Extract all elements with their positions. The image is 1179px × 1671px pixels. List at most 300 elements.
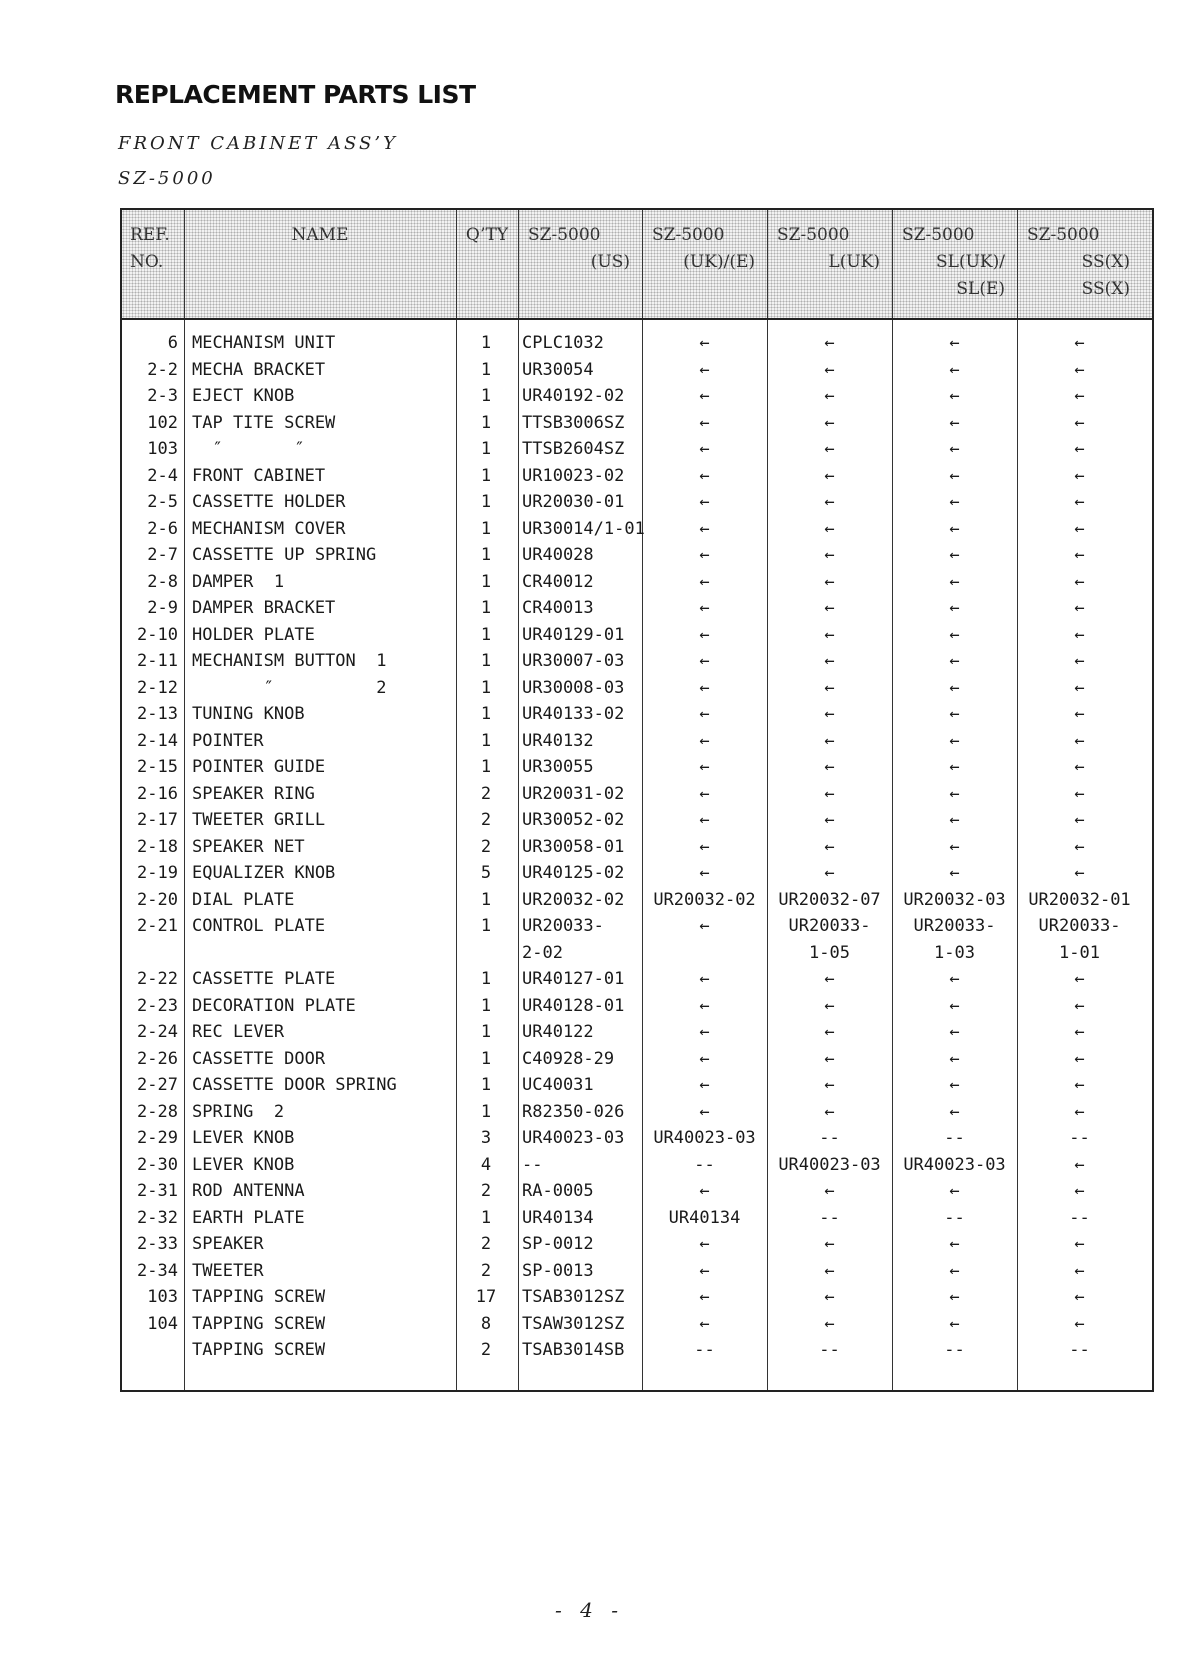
ref-no-cell: 2-33 bbox=[137, 1234, 178, 1254]
name-cell: ″ 2 bbox=[192, 677, 387, 698]
part-sl-cell: ← bbox=[949, 1313, 960, 1334]
part-us-cell: UR20031-02 bbox=[522, 783, 625, 804]
part-l-uk-cell: -- bbox=[819, 1207, 840, 1228]
part-uk-e-cell: ← bbox=[699, 1075, 710, 1095]
name-cell: MECHANISM UNIT bbox=[192, 333, 336, 353]
part-sl-cell: ← bbox=[949, 836, 960, 857]
part-uk-e-cell: ← bbox=[699, 836, 710, 857]
part-sl-cell: ← bbox=[949, 439, 960, 459]
part-l-uk-cell: ← bbox=[824, 1048, 835, 1069]
part-sl-cell: ← bbox=[949, 783, 960, 804]
part-sl-cell: ← bbox=[949, 518, 960, 539]
ref-no-cell: 2-12 bbox=[137, 677, 178, 698]
part-ss-cell: ← bbox=[1074, 677, 1085, 698]
table-row bbox=[122, 993, 1152, 1020]
part-uk-e-cell: -- bbox=[694, 1154, 715, 1175]
table-row bbox=[122, 701, 1152, 728]
part-ss-cell: ← bbox=[1074, 439, 1085, 459]
table-row bbox=[122, 357, 1152, 384]
part-uk-e-cell: ← bbox=[699, 359, 710, 380]
part-us-cell: UR40125-02 bbox=[522, 863, 625, 883]
part-l-uk-cell: ← bbox=[824, 1075, 835, 1095]
qty-cell: 1 bbox=[480, 889, 492, 910]
header-model-uk-e: SZ-5000 (UK)/(E) bbox=[652, 225, 755, 272]
part-l-uk-cell: UR40023-03 bbox=[778, 1154, 881, 1175]
part-uk-e-cell bbox=[642, 940, 767, 967]
qty-cell: 1 bbox=[480, 439, 492, 459]
part-us-cell: SP-0013 bbox=[522, 1260, 594, 1281]
part-us-cell: -- bbox=[522, 1154, 543, 1175]
ref-no-cell: 2-2 bbox=[147, 359, 178, 380]
part-us-cell: SP-0012 bbox=[522, 1234, 594, 1254]
name-cell: CASSETTE DOOR SPRING bbox=[192, 1075, 397, 1095]
part-uk-e-cell: ← bbox=[699, 439, 710, 459]
part-ss-cell: ← bbox=[1074, 1075, 1085, 1095]
table-row bbox=[122, 754, 1152, 781]
ref-no-cell: 2-17 bbox=[137, 810, 178, 830]
part-ss-cell: ← bbox=[1074, 465, 1085, 486]
part-ss-cell: ← bbox=[1074, 492, 1085, 512]
ref-no-cell: 103 bbox=[147, 439, 178, 459]
qty-cell: 1 bbox=[480, 969, 492, 989]
header-divider bbox=[122, 318, 1152, 320]
qty-cell: 1 bbox=[480, 518, 492, 539]
ref-no-cell: 2-34 bbox=[137, 1260, 178, 1281]
table-row bbox=[122, 1099, 1152, 1126]
name-cell: HOLDER PLATE bbox=[192, 624, 315, 645]
part-l-uk-cell: ← bbox=[824, 545, 835, 565]
part-ss-cell: ← bbox=[1074, 995, 1085, 1016]
part-uk-e-cell: -- bbox=[694, 1340, 715, 1360]
name-cell: SPRING 2 bbox=[192, 1101, 285, 1122]
table-row bbox=[122, 834, 1152, 861]
part-l-uk-cell: ← bbox=[824, 359, 835, 380]
part-ss-cell: ← bbox=[1074, 730, 1085, 751]
table-row bbox=[122, 1337, 1152, 1364]
name-cell: CONTROL PLATE bbox=[192, 916, 326, 936]
ref-no-cell: 2-29 bbox=[137, 1128, 178, 1148]
part-us-cell: CR40013 bbox=[522, 598, 594, 618]
part-us-cell: TSAB3012SZ bbox=[522, 1287, 625, 1307]
part-us-cell: TTSB3006SZ bbox=[522, 412, 625, 433]
ref-no-cell: 2-7 bbox=[147, 545, 178, 565]
part-l-uk-cell: ← bbox=[824, 810, 835, 830]
part-us-cell: UR30052-02 bbox=[522, 810, 625, 830]
part-l-uk-cell: ← bbox=[824, 969, 835, 989]
part-l-uk-cell: ← bbox=[824, 1234, 835, 1254]
part-l-uk-cell: ← bbox=[824, 783, 835, 804]
name-cell: TWEETER bbox=[192, 1260, 264, 1281]
header-model-sl: SZ-5000 SL(UK)/ SL(E) bbox=[902, 225, 1005, 299]
qty-cell: 1 bbox=[480, 1075, 492, 1095]
part-ss-cell: UR20032-01 bbox=[1028, 889, 1131, 910]
ref-no-cell: 2-13 bbox=[137, 704, 178, 724]
part-sl-cell: -- bbox=[944, 1207, 965, 1228]
table-row bbox=[122, 516, 1152, 543]
part-l-uk-cell: ← bbox=[824, 1287, 835, 1307]
header-model-ss: SZ-5000 SS(X) SS(X) bbox=[1027, 225, 1130, 299]
part-uk-e-cell: ← bbox=[699, 1260, 710, 1281]
name-cell: REC LEVER bbox=[192, 1022, 285, 1042]
part-ss-cell: ← bbox=[1074, 651, 1085, 671]
part-sl-cell: ← bbox=[949, 651, 960, 671]
part-sl-cell: ← bbox=[949, 386, 960, 406]
ref-no-cell: 2-20 bbox=[137, 889, 178, 910]
ref-no-cell: 2-11 bbox=[137, 651, 178, 671]
qty-cell: 17 bbox=[475, 1287, 497, 1307]
part-l-uk-cell: 1-05 bbox=[809, 942, 850, 963]
ref-no-cell: 2-31 bbox=[137, 1181, 178, 1201]
table-row bbox=[122, 966, 1152, 993]
table-row bbox=[122, 542, 1152, 569]
table-row bbox=[122, 489, 1152, 516]
part-uk-e-cell: ← bbox=[699, 386, 710, 406]
part-sl-cell: ← bbox=[949, 677, 960, 698]
part-sl-cell: ← bbox=[949, 969, 960, 989]
qty-cell: 1 bbox=[480, 333, 492, 353]
name-cell: SPEAKER NET bbox=[192, 836, 305, 857]
header-ref-no: REF. NO. bbox=[130, 225, 170, 272]
qty-cell: 1 bbox=[480, 386, 492, 406]
name-cell bbox=[192, 940, 454, 967]
assembly-subtitle: FRONT CABINET ASS’Y bbox=[118, 133, 398, 154]
name-cell: EQUALIZER KNOB bbox=[192, 863, 336, 883]
table-row bbox=[122, 463, 1152, 490]
ref-no-cell: 2-30 bbox=[137, 1154, 178, 1175]
model-subtitle: SZ-5000 bbox=[118, 168, 216, 189]
part-uk-e-cell: ← bbox=[699, 651, 710, 671]
part-sl-cell: ← bbox=[949, 465, 960, 486]
part-uk-e-cell: ← bbox=[699, 571, 710, 592]
part-sl-cell: ← bbox=[949, 412, 960, 433]
part-us-cell: UR40129-01 bbox=[522, 624, 625, 645]
part-us-cell: TSAW3012SZ bbox=[522, 1313, 625, 1334]
part-ss-cell: ← bbox=[1074, 359, 1085, 380]
name-cell: ″ ″ bbox=[192, 439, 305, 459]
part-l-uk-cell: ← bbox=[824, 651, 835, 671]
table-row bbox=[122, 1019, 1152, 1046]
qty-cell: 2 bbox=[480, 836, 492, 857]
part-l-uk-cell: ← bbox=[824, 704, 835, 724]
part-uk-e-cell: ← bbox=[699, 783, 710, 804]
part-l-uk-cell: UR20033- bbox=[788, 916, 871, 936]
part-sl-cell: ← bbox=[949, 730, 960, 751]
part-l-uk-cell: ← bbox=[824, 1313, 835, 1334]
part-us-cell: UR40132 bbox=[522, 730, 594, 751]
part-uk-e-cell: ← bbox=[699, 1234, 710, 1254]
name-cell: SPEAKER bbox=[192, 1234, 264, 1254]
part-l-uk-cell: -- bbox=[819, 1340, 840, 1360]
qty-cell: 1 bbox=[480, 598, 492, 618]
ref-no-cell: 2-28 bbox=[137, 1101, 178, 1122]
part-us-cell: CR40012 bbox=[522, 571, 594, 592]
part-uk-e-cell: ← bbox=[699, 757, 710, 777]
part-l-uk-cell: ← bbox=[824, 677, 835, 698]
ref-no-cell: 2-5 bbox=[147, 492, 178, 512]
table-row bbox=[122, 860, 1152, 887]
part-ss-cell: ← bbox=[1074, 598, 1085, 618]
part-us-cell: UR30054 bbox=[522, 359, 594, 380]
ref-no-cell: 2-21 bbox=[137, 916, 178, 936]
part-ss-cell: ← bbox=[1074, 1048, 1085, 1069]
part-uk-e-cell: ← bbox=[699, 1313, 710, 1334]
part-sl-cell: ← bbox=[949, 863, 960, 883]
name-cell: TAP TITE SCREW bbox=[192, 412, 336, 433]
part-uk-e-cell: ← bbox=[699, 465, 710, 486]
part-ss-cell: ← bbox=[1074, 333, 1085, 353]
part-uk-e-cell: ← bbox=[699, 333, 710, 353]
parts-table bbox=[120, 208, 1154, 1392]
name-cell: CASSETTE DOOR bbox=[192, 1048, 326, 1069]
table-row bbox=[122, 940, 1152, 967]
name-cell: TWEETER GRILL bbox=[192, 810, 326, 830]
part-ss-cell: ← bbox=[1074, 836, 1085, 857]
name-cell: FRONT CABINET bbox=[192, 465, 326, 486]
part-us-cell: UR30007-03 bbox=[522, 651, 625, 671]
table-row bbox=[122, 648, 1152, 675]
qty-cell: 2 bbox=[480, 1340, 492, 1360]
part-us-cell: UR10023-02 bbox=[522, 465, 625, 486]
name-cell: ROD ANTENNA bbox=[192, 1181, 305, 1201]
part-ss-cell: ← bbox=[1074, 386, 1085, 406]
part-sl-cell: ← bbox=[949, 810, 960, 830]
ref-no-cell: 102 bbox=[147, 412, 178, 433]
part-us-cell: UR40192-02 bbox=[522, 386, 625, 406]
part-us-cell: UC40031 bbox=[522, 1075, 594, 1095]
part-us-cell: UR20032-02 bbox=[522, 889, 625, 910]
table-row bbox=[122, 781, 1152, 808]
part-l-uk-cell: ← bbox=[824, 571, 835, 592]
ref-no-cell: 2-32 bbox=[137, 1207, 178, 1228]
name-cell: TAPPING SCREW bbox=[192, 1287, 326, 1307]
part-ss-cell: ← bbox=[1074, 704, 1085, 724]
part-ss-cell: ← bbox=[1074, 624, 1085, 645]
part-ss-cell: ← bbox=[1074, 1260, 1085, 1281]
part-uk-e-cell: ← bbox=[699, 598, 710, 618]
part-ss-cell: ← bbox=[1074, 1101, 1085, 1122]
part-l-uk-cell: ← bbox=[824, 730, 835, 751]
qty-cell: 1 bbox=[480, 624, 492, 645]
ref-no-cell: 2-3 bbox=[147, 386, 178, 406]
part-us-cell: UR30008-03 bbox=[522, 677, 625, 698]
part-uk-e-cell: ← bbox=[699, 810, 710, 830]
qty-cell: 1 bbox=[480, 412, 492, 433]
part-uk-e-cell: ← bbox=[699, 1101, 710, 1122]
table-row bbox=[122, 728, 1152, 755]
part-us-cell: UR40133-02 bbox=[522, 704, 625, 724]
part-us-cell: RA-0005 bbox=[522, 1181, 594, 1201]
part-us-cell: C40928-29 bbox=[522, 1048, 615, 1069]
ref-no-cell: 2-10 bbox=[137, 624, 178, 645]
table-row bbox=[122, 1231, 1152, 1258]
part-l-uk-cell: ← bbox=[824, 412, 835, 433]
part-us-cell: 2-02 bbox=[522, 942, 563, 963]
ref-no-cell: 2-18 bbox=[137, 836, 178, 857]
qty-cell: 2 bbox=[480, 783, 492, 804]
name-cell: LEVER KNOB bbox=[192, 1154, 295, 1175]
part-l-uk-cell: ← bbox=[824, 836, 835, 857]
name-cell: TAPPING SCREW bbox=[192, 1340, 326, 1360]
part-l-uk-cell: ← bbox=[824, 995, 835, 1016]
name-cell: POINTER bbox=[192, 730, 264, 751]
qty-cell: 1 bbox=[480, 1048, 492, 1069]
table-row bbox=[122, 1258, 1152, 1285]
name-cell: LEVER KNOB bbox=[192, 1128, 295, 1148]
qty-cell: 1 bbox=[480, 651, 492, 671]
qty-cell: 1 bbox=[480, 730, 492, 751]
part-sl-cell: ← bbox=[949, 1260, 960, 1281]
part-ss-cell: -- bbox=[1069, 1128, 1090, 1148]
qty-cell: 3 bbox=[480, 1128, 492, 1148]
table-row bbox=[122, 675, 1152, 702]
qty-cell: 1 bbox=[480, 545, 492, 565]
part-l-uk-cell: ← bbox=[824, 518, 835, 539]
ref-no-cell: 104 bbox=[147, 1313, 178, 1334]
part-l-uk-cell: ← bbox=[824, 757, 835, 777]
part-ss-cell: ← bbox=[1074, 1022, 1085, 1042]
part-l-uk-cell: ← bbox=[824, 863, 835, 883]
part-sl-cell: ← bbox=[949, 757, 960, 777]
qty-cell: 1 bbox=[480, 916, 492, 936]
part-l-uk-cell: ← bbox=[824, 624, 835, 645]
qty-cell: 1 bbox=[480, 571, 492, 592]
part-sl-cell: ← bbox=[949, 359, 960, 380]
part-sl-cell: ← bbox=[949, 1022, 960, 1042]
part-uk-e-cell: ← bbox=[699, 1048, 710, 1069]
qty-cell: 1 bbox=[480, 677, 492, 698]
part-uk-e-cell: ← bbox=[699, 863, 710, 883]
part-uk-e-cell: ← bbox=[699, 1181, 710, 1201]
part-sl-cell: ← bbox=[949, 1075, 960, 1095]
name-cell: SPEAKER RING bbox=[192, 783, 315, 804]
ref-no-cell: 2-24 bbox=[137, 1022, 178, 1042]
ref-no-cell: 2-8 bbox=[147, 571, 178, 592]
part-us-cell: TTSB2604SZ bbox=[522, 439, 625, 459]
part-us-cell: TSAB3014SB bbox=[522, 1340, 625, 1360]
part-l-uk-cell: UR20032-07 bbox=[778, 889, 881, 910]
part-uk-e-cell: ← bbox=[699, 1022, 710, 1042]
table-row bbox=[122, 330, 1152, 357]
part-us-cell: UR40134 bbox=[522, 1207, 594, 1228]
ref-no-cell bbox=[122, 940, 178, 967]
part-ss-cell: ← bbox=[1074, 810, 1085, 830]
qty-cell: 1 bbox=[480, 757, 492, 777]
table-row bbox=[122, 1125, 1152, 1152]
part-ss-cell: ← bbox=[1074, 757, 1085, 777]
name-cell: MECHA BRACKET bbox=[192, 359, 326, 380]
part-us-cell: UR40023-03 bbox=[522, 1128, 625, 1148]
table-row bbox=[122, 1046, 1152, 1073]
ref-no-cell bbox=[122, 1337, 178, 1364]
ref-no-cell: 2-4 bbox=[147, 465, 178, 486]
name-cell: DECORATION PLATE bbox=[192, 995, 356, 1016]
table-row bbox=[122, 436, 1152, 463]
part-ss-cell: ← bbox=[1074, 571, 1085, 592]
part-us-cell: UR20030-01 bbox=[522, 492, 625, 512]
part-sl-cell: UR40023-03 bbox=[903, 1154, 1006, 1175]
header-qty: Q’TY bbox=[465, 225, 509, 245]
part-ss-cell: ← bbox=[1074, 863, 1085, 883]
qty-cell: 1 bbox=[480, 1022, 492, 1042]
table-row bbox=[122, 595, 1152, 622]
part-ss-cell: 1-01 bbox=[1059, 942, 1100, 963]
ref-no-cell: 2-16 bbox=[137, 783, 178, 804]
qty-cell: 8 bbox=[480, 1313, 492, 1334]
part-l-uk-cell: ← bbox=[824, 598, 835, 618]
part-uk-e-cell: ← bbox=[699, 412, 710, 433]
part-sl-cell: ← bbox=[949, 598, 960, 618]
part-sl-cell: ← bbox=[949, 1287, 960, 1307]
part-l-uk-cell: ← bbox=[824, 492, 835, 512]
header-model-l-uk: SZ-5000 L(UK) bbox=[777, 225, 880, 272]
part-ss-cell: ← bbox=[1074, 1181, 1085, 1201]
name-cell: EJECT KNOB bbox=[192, 386, 295, 406]
table-row bbox=[122, 622, 1152, 649]
part-ss-cell: -- bbox=[1069, 1207, 1090, 1228]
part-uk-e-cell: UR20032-02 bbox=[653, 889, 756, 910]
part-sl-cell: ← bbox=[949, 492, 960, 512]
qty-cell: 2 bbox=[480, 1234, 492, 1254]
table-row bbox=[122, 1152, 1152, 1179]
part-sl-cell: ← bbox=[949, 704, 960, 724]
part-l-uk-cell: ← bbox=[824, 386, 835, 406]
table-row bbox=[122, 1072, 1152, 1099]
qty-cell: 1 bbox=[480, 359, 492, 380]
part-uk-e-cell: ← bbox=[699, 704, 710, 724]
table-row bbox=[122, 569, 1152, 596]
part-ss-cell: UR20033- bbox=[1038, 916, 1121, 936]
part-ss-cell: ← bbox=[1074, 1287, 1085, 1307]
name-cell: POINTER GUIDE bbox=[192, 757, 326, 777]
part-ss-cell: ← bbox=[1074, 545, 1085, 565]
part-ss-cell: ← bbox=[1074, 783, 1085, 804]
part-l-uk-cell: ← bbox=[824, 439, 835, 459]
part-l-uk-cell: -- bbox=[819, 1128, 840, 1148]
part-sl-cell: -- bbox=[944, 1128, 965, 1148]
table-row bbox=[122, 1311, 1152, 1338]
qty-cell: 4 bbox=[480, 1154, 492, 1175]
part-uk-e-cell: ← bbox=[699, 545, 710, 565]
table-row bbox=[122, 887, 1152, 914]
header-name: NAME bbox=[291, 225, 349, 245]
part-ss-cell: ← bbox=[1074, 518, 1085, 539]
name-cell: CASSETTE HOLDER bbox=[192, 492, 346, 512]
part-us-cell: UR30055 bbox=[522, 757, 594, 777]
part-uk-e-cell: UR40134 bbox=[668, 1207, 741, 1228]
ref-no-cell: 2-26 bbox=[137, 1048, 178, 1069]
name-cell: CASSETTE PLATE bbox=[192, 969, 336, 989]
part-sl-cell: ← bbox=[949, 624, 960, 645]
part-us-cell: UR40127-01 bbox=[522, 969, 625, 989]
part-sl-cell: ← bbox=[949, 1181, 960, 1201]
part-ss-cell: -- bbox=[1069, 1340, 1090, 1360]
page-number: - 4 - bbox=[555, 1598, 624, 1622]
page-title: REPLACEMENT PARTS LIST bbox=[115, 80, 476, 109]
part-ss-cell: ← bbox=[1074, 1234, 1085, 1254]
part-l-uk-cell: ← bbox=[824, 333, 835, 353]
part-uk-e-cell: ← bbox=[699, 518, 710, 539]
name-cell: DAMPER 1 bbox=[192, 571, 285, 592]
name-cell: EARTH PLATE bbox=[192, 1207, 305, 1228]
table-row bbox=[122, 410, 1152, 437]
table-row bbox=[122, 807, 1152, 834]
part-uk-e-cell: ← bbox=[699, 916, 710, 936]
part-uk-e-cell: UR40023-03 bbox=[653, 1128, 756, 1148]
ref-no-cell: 2-22 bbox=[137, 969, 178, 989]
qty-cell: 1 bbox=[480, 704, 492, 724]
table-row bbox=[122, 1178, 1152, 1205]
part-us-cell: CPLC1032 bbox=[522, 333, 604, 353]
